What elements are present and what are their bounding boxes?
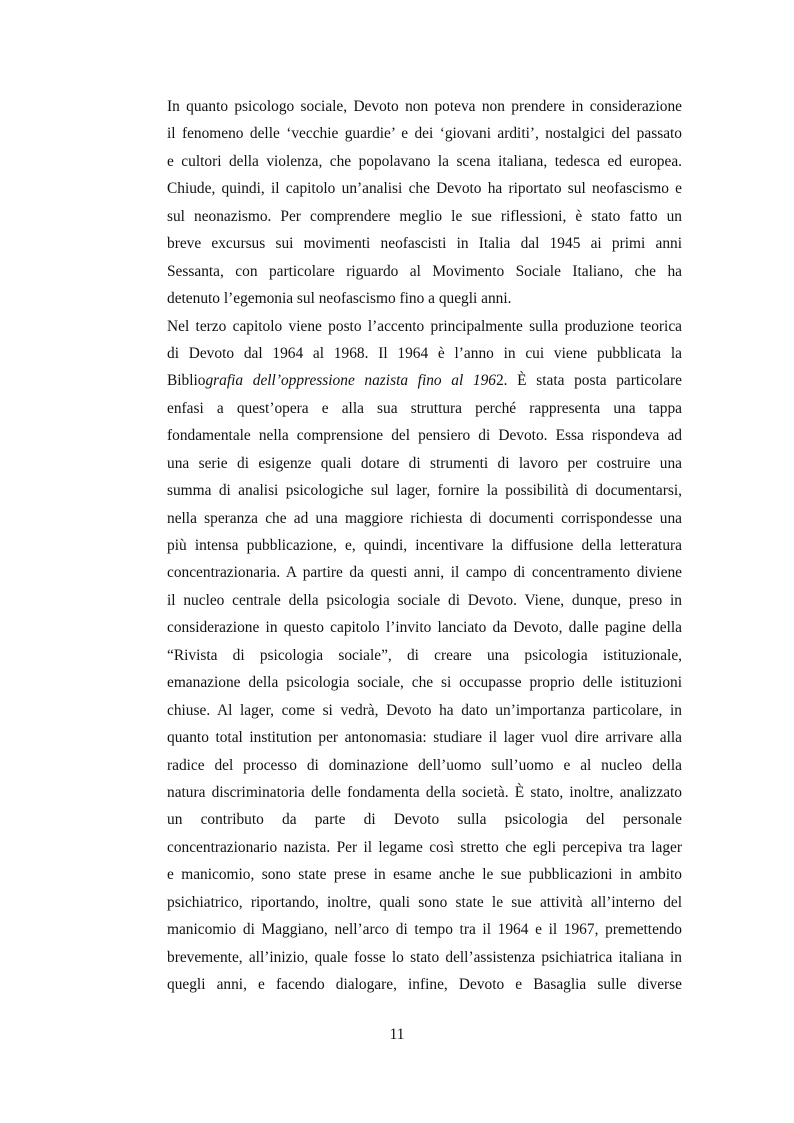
text-line: concentrazionario nazista. Per il legame così stretto che egli percepiva tra lager: [167, 838, 682, 856]
text-line: Nel terzo capitolo viene posto l’accento principalmente sulla produzione teorica: [167, 317, 682, 335]
page-number: 11: [389, 1026, 405, 1043]
text-line: emanazione della psicologia sociale, che si occupasse proprio delle istituzioni: [167, 674, 682, 692]
text-line: manicomio di Maggiano, nell’arco di tempo tra il 1964 e il 1967, premettendo: [167, 921, 682, 939]
document-body: [167, 93, 682, 998]
text-line: nella speranza che ad una maggiore richiesta di documenti corrispondesse una: [167, 509, 682, 527]
text-line: natura discriminatoria delle fondamenta della società. È stato, inoltre, analizzato: [167, 783, 682, 801]
text-line: e cultori della violenza, che popolavano la scena italiana, tedesca ed europea.: [167, 152, 682, 170]
text-line: fondamentale nella comprensione del pensiero di Devoto. Essa rispondeva ad: [167, 427, 682, 445]
text-line: psichiatrico, riportando, inoltre, quali sono state le sue attività all’interno del: [167, 893, 682, 911]
text-line: breve excursus sui movimenti neofascisti in Italia dal 1945 ai primi anni: [167, 235, 682, 253]
text-line: più intensa pubblicazione, e, quindi, incentivare la diffusione della letteratura: [167, 537, 682, 554]
text-line: concentrazionaria. A partire da questi anni, il campo di concentramento diviene: [167, 564, 682, 582]
text-line: In quanto psicologo sociale, Devoto non poteva non prendere in considerazione: [167, 98, 682, 115]
paragraph-1: [167, 93, 682, 313]
text-line: quegli anni, e facendo dialogare, infine, Devoto e Basaglia sulle diverse: [167, 976, 682, 993]
text-line: enfasi a quest’opera e alla sua struttura perché rappresenta una tappa: [167, 399, 682, 417]
text-line: detenuto l’egemonia sul neofascismo fino a quegli anni.: [167, 290, 512, 308]
book-title-italic: grafia dell’oppressione nazista fino al 196: [205, 372, 496, 390]
text-line: brevemente, all’inizio, quale fosse lo stato dell’assistenza psichiatrica italiana in: [167, 948, 682, 966]
text-line: Chiude, quindi, il capitolo un’analisi che Devoto ha riportato sul neofascismo e: [167, 180, 682, 198]
text-line-with-title: [167, 367, 682, 394]
text-fragment: Biblio: [167, 372, 206, 390]
text-line: considerazione in questo capitolo l’invito lanciato da Devoto, dalle pagine della: [167, 619, 682, 637]
text-line: e manicomio, sono state prese in esame anche le sue pubblicazioni in ambito: [167, 866, 682, 884]
text-line: quanto total institution per antonomasia: studiare il lager vuol dire arrivare alla: [167, 729, 682, 747]
text-line: il nucleo centrale della psicologia sociale di Devoto. Viene, dunque, preso in: [167, 591, 682, 609]
text-line: Sessanta, con particolare riguardo al Movimento Sociale Italiano, che ha: [167, 262, 682, 280]
text-line: summa di analisi psicologiche sul lager, fornire la possibilità di documentarsi,: [167, 482, 682, 500]
text-line: “Rivista di psicologia sociale”, di creare una psicologia istituzionale,: [167, 646, 682, 664]
text-line: una serie di esigenze quali dotare di strumenti di lavoro per costruire una: [167, 454, 682, 472]
text-line: il fenomeno delle ‘vecchie guardie’ e dei ‘giovani arditi’, nostalgici del passato: [167, 125, 682, 143]
text-fragment: 2. È stata posta particolare: [495, 372, 682, 390]
text-line: sul neonazismo. Per comprendere meglio le sue riflessioni, è stato fatto un: [167, 207, 682, 225]
text-line: di Devoto dal 1964 al 1968. Il 1964 è l’anno in cui viene pubblicata la: [167, 344, 682, 362]
text-line: radice del processo di dominazione dell’uomo sull’uomo e al nucleo della: [167, 756, 682, 774]
text-line: chiuse. Al lager, come si vedrà, Devoto ha dato un’importanza particolare, in: [167, 701, 682, 719]
paragraph-2: [167, 313, 682, 999]
text-line: un contributo da parte di Devoto sulla psicologia del personale: [167, 811, 682, 829]
